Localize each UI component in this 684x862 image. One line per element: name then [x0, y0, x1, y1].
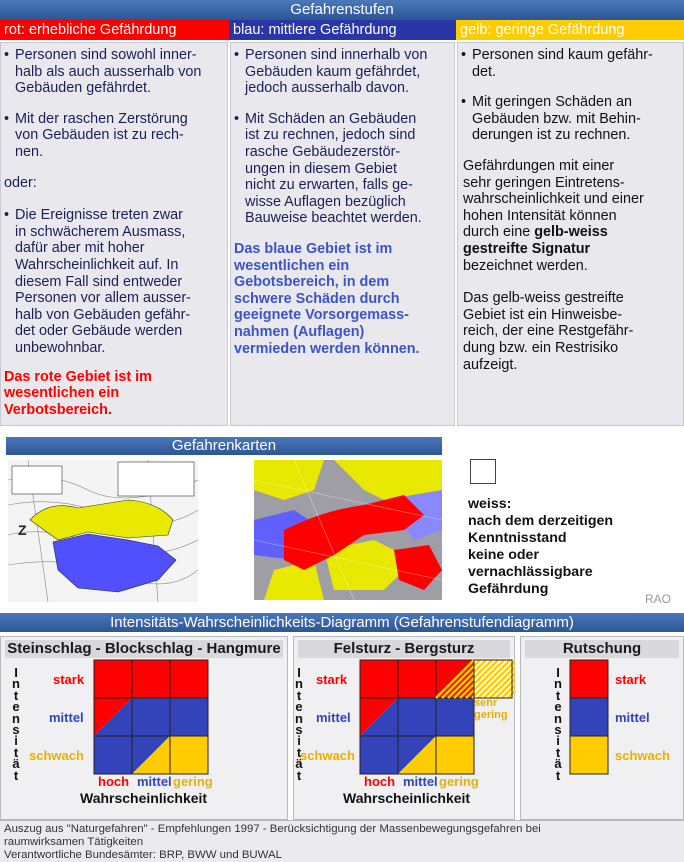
panel-2-title: Felsturz - Bergsturz [298, 640, 510, 658]
blue-summary: Das blaue Gebiet ist im wesentlichen ein Gebotsbereich, in dem schwere Schäden durch geeignete Vorsorgemass- nahmen (Auflagen) vermieden werden können. [234, 240, 420, 357]
diagram-title: Intensitäts-Wahrscheinlichkeits-Diagramm (Gefahrenstufendiagramm) [0, 613, 684, 632]
panel-1-title: Steinschlag - Blockschlag - Hangmure [5, 640, 283, 658]
credit-label: RAO [645, 592, 672, 606]
row-label-stark: stark [53, 672, 85, 687]
matrix-cell [436, 698, 474, 736]
red-oder: oder: [4, 174, 37, 191]
yellow-para-2: Das gelb-weiss gestreifte Gebiet ist ein Hinweisbe- reich, der eine Restgefähr- dung bzw. ein Restrisiko aufzeigt. [463, 290, 634, 373]
matrix-cell [94, 698, 132, 736]
yellow-para-1: Gefährdungen mit einer sehr geringen Eintretens- wahrscheinlichkeit und einer hohen Intensität können durch eine gelb-weiss gestreifte Signatur bezeichnet werden. [463, 157, 644, 274]
map-legend-text: weiss: nach dem derzeitigen Kenntnisstand keine oder vernachlässigbare Gefährdung [468, 496, 614, 597]
matrix-cell [132, 736, 170, 774]
hazard-map-1 [8, 460, 198, 602]
matrix-cell [398, 698, 436, 736]
matrix-cell [570, 698, 608, 736]
blue-bullet-2: • Mit Schäden an Gebäuden ist zu rechnen, jedoch sind rasche Gebäudezerstör- ungen in diesem Gebiet nicht zu erwarten, falls ge- wisse Auflagen bezüglich Bauweise beachtet werden. [234, 110, 422, 227]
special-label: sehr gering [474, 697, 508, 721]
x-axis-label: Wahrscheinlichkeit [80, 790, 208, 806]
matrix-cell [170, 660, 208, 698]
col-label-gering: gering [173, 774, 213, 789]
footer-source: Auszug aus "Naturgefahren" - Empfehlungen 1997 - Berücksichtigung der Massenbewegungsgefahren bei raumwirksamen Tätigkeiten [4, 823, 541, 848]
footer [0, 820, 684, 862]
row-label-mittel: mittel [49, 710, 84, 725]
x-axis-label: Wahrscheinlichkeit [343, 790, 471, 806]
matrix-cell [570, 736, 608, 774]
col-label-mittel: mittel [137, 774, 172, 789]
matrix-cell [94, 736, 132, 774]
panel-3-title: Rutschung [525, 640, 679, 658]
yellow-bullet-2: • Mit geringen Schäden an Gebäuden bzw. mit Behin- derungen ist zu rechnen. [461, 94, 641, 144]
svg-text:Z: Z [18, 522, 27, 538]
row-label-schwach: schwach [615, 748, 670, 763]
y-axis-label: I n t e n s i t ä t [12, 665, 20, 783]
white-legend-swatch [470, 459, 496, 484]
matrix-cell [360, 698, 398, 736]
matrix-cell [132, 698, 170, 736]
row-label-schwach: schwach [300, 748, 355, 763]
red-bullet-3: • Die Ereignisse treten zwar in schwächerem Ausmass, dafür aber mit hoher Wahrscheinlichkeit auf. In diesem Fall sind entweder Personen vor allem ausser- halb von Gebäuden gefähr- det oder Gebäude werden unbewohnbar. [4, 207, 191, 356]
maps-title: Gefahrenkarten [6, 437, 442, 455]
diagram-panel-1 [0, 636, 288, 820]
matrix-cell [132, 660, 170, 698]
hazard-map-2 [254, 460, 442, 600]
matrix-cell [398, 736, 436, 774]
row-label-stark: stark [615, 672, 647, 687]
yellow-column [457, 42, 684, 426]
matrix-cell [570, 660, 608, 698]
matrix-cell [170, 698, 208, 736]
page-title: Gefahrenstufen [0, 0, 684, 20]
footer-agencies: Verantwortliche Bundesämter: BRP, BWW und BUWAL [4, 849, 282, 861]
matrix-cell [94, 660, 132, 698]
matrix-cell [170, 736, 208, 774]
col-label-gering: gering [439, 774, 479, 789]
diagram-panel-2 [293, 636, 515, 820]
row-label-mittel: mittel [615, 710, 650, 725]
blue-column [230, 42, 455, 426]
blue-bullet-1: • Personen sind innerhalb von Gebäuden kaum gefährdet, jedoch ausserhalb davon. [234, 47, 428, 97]
row-label-schwach: schwach [29, 748, 84, 763]
red-bullet-1: • Personen sind sowohl inner- halb als auch ausserhalb von Gebäuden gefährdet. [4, 47, 202, 97]
matrix-grid [93, 659, 209, 775]
y-axis-label: I n t e n s i t ä t [295, 665, 303, 783]
row-label-mittel: mittel [316, 710, 351, 725]
col-label-hoch: hoch [98, 774, 130, 789]
red-column [0, 42, 228, 426]
red-summary: Das rote Gebiet ist im wesentlichen ein Verbotsbereich. [4, 368, 152, 418]
matrix-cell [360, 660, 398, 698]
diagram-panel-3 [520, 636, 684, 820]
col-label-hoch: hoch [364, 774, 396, 789]
red-column-header: rot: erhebliche Gefährdung [0, 20, 229, 40]
yellow-bullet-1: • Personen sind kaum gefähr- det. [461, 47, 653, 80]
blue-column-header: blau: mittlere Gefährdung [229, 20, 456, 40]
matrix-cell [360, 736, 398, 774]
yellow-column-header: gelb: geringe Gefährdung [456, 20, 684, 40]
col-label-mittel: mittel [403, 774, 438, 789]
y-axis-label: I n t e n s i t ä t [554, 665, 562, 783]
row-label-stark: stark [316, 672, 348, 687]
matrix-grid [569, 659, 609, 775]
matrix-cell [436, 736, 474, 774]
red-bullet-2: • Mit der raschen Zerstörung von Gebäuden ist zu rech- nen. [4, 110, 188, 160]
matrix-cell [398, 660, 436, 698]
